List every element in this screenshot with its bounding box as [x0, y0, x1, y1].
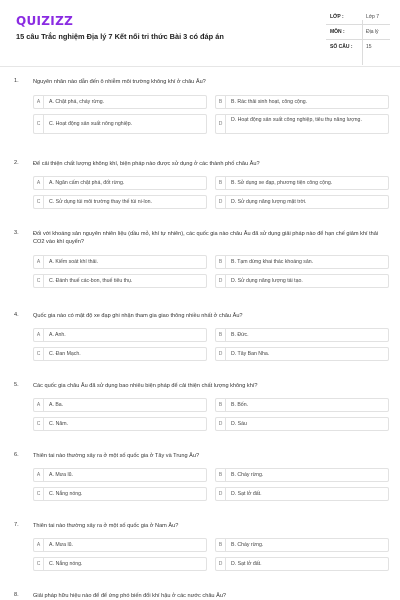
question-1: [0, 78, 400, 160]
option-key: D: [216, 348, 226, 360]
option-b[interactable]: [215, 176, 389, 190]
option-key: D: [216, 115, 226, 133]
header-divider: [0, 66, 400, 67]
option-c[interactable]: [33, 487, 207, 501]
option-key: B: [216, 329, 226, 341]
question-number: 3.: [14, 230, 19, 236]
question-text: Thiên tai nào thường xảy ra ở một số quốc gia ở Tây và Trung Âu?: [33, 453, 200, 459]
option-key: B: [216, 469, 226, 481]
option-text: B. Sử dụng xe đạp, phương tiện công cộng.: [231, 180, 333, 186]
option-b[interactable]: [215, 398, 389, 412]
question-number: 2.: [14, 160, 19, 166]
option-key: A: [34, 539, 44, 551]
meta-label: LỚP :: [330, 14, 344, 20]
option-key: D: [216, 196, 226, 208]
option-text: A. Anh.: [49, 332, 66, 338]
question-8: [0, 592, 400, 600]
page-title: 15 câu Trắc nghiệm Địa lý 7 Kết nối tri thức Bài 3 có đáp án: [16, 32, 224, 41]
option-key: A: [34, 469, 44, 481]
meta-box: [326, 10, 390, 55]
option-a[interactable]: [33, 95, 207, 109]
option-text: D. Sạt lở đất.: [231, 561, 262, 567]
question-2: [0, 160, 400, 230]
question-text: Thiên tai nào thường xảy ra ở một số quốc gia ở Nam Âu?: [33, 523, 179, 529]
option-text: C. Hoạt động sản xuất nông nghiệp.: [49, 121, 133, 127]
option-key: A: [34, 256, 44, 268]
option-key: C: [34, 488, 44, 500]
question-text: Đối với khoáng sản nguyên nhiên liệu (dầu mỏ, khí tự nhiên), các quốc gia nào châu Âu đã sử dụng giải pháp nào để hạn chế giảm khí thải CO2 vào khí quyển?: [33, 231, 379, 245]
question-list: [0, 78, 400, 600]
option-c[interactable]: [33, 114, 207, 134]
meta-value: Địa lý: [366, 29, 379, 35]
question-number: 7.: [14, 522, 19, 528]
option-key: C: [34, 418, 44, 430]
meta-value: 15: [366, 44, 372, 50]
option-text: D. Sử dụng năng lượng tái tạo.: [231, 278, 303, 284]
question-number: 8.: [14, 592, 19, 598]
option-b[interactable]: [215, 95, 389, 109]
option-text: D. Tây Ban Nha.: [231, 351, 270, 357]
option-d[interactable]: [215, 274, 389, 288]
option-a[interactable]: [33, 176, 207, 190]
option-key: D: [216, 488, 226, 500]
option-text: B. Tạm dừng khai thác khoáng sản.: [231, 259, 314, 265]
meta-row-subject: [326, 25, 390, 40]
option-text: A. Ngăn cấm chặt phá, đốt rừng.: [49, 180, 125, 186]
option-key: C: [34, 115, 44, 133]
option-key: B: [216, 96, 226, 108]
option-text: B. Cháy rừng.: [231, 472, 264, 478]
option-c[interactable]: [33, 274, 207, 288]
quizizz-logo: QUIZIZZ: [16, 14, 74, 28]
option-text: D. Sạt lở đất.: [231, 491, 262, 497]
question-7: [0, 522, 400, 592]
question-number: 5.: [14, 382, 19, 388]
question-3: [0, 230, 400, 312]
option-text: D. Hoạt động sản xuất công nghiệp, tiêu thụ năng lượng.: [231, 117, 362, 123]
option-key: B: [216, 399, 226, 411]
option-text: A. Chặt phá, cháy rừng.: [49, 99, 105, 105]
question-text: Để cải thiện chất lượng không khí, biện pháp nào được sử dụng ở các thành phố châu Âu?: [33, 161, 260, 167]
option-key: A: [34, 177, 44, 189]
meta-value: Lớp 7: [366, 14, 380, 20]
worksheet-header: [0, 0, 400, 66]
option-b[interactable]: [215, 538, 389, 552]
option-key: A: [34, 96, 44, 108]
question-text: Quốc gia nào có mật độ xe đạp ghi nhận tham gia giao thông nhiều nhất ở châu Âu?: [33, 313, 243, 319]
option-d[interactable]: [215, 114, 389, 134]
option-c[interactable]: [33, 347, 207, 361]
option-text: A. Mưa lũ.: [49, 542, 73, 548]
option-text: C. Đan Mạch.: [49, 351, 81, 357]
option-key: B: [216, 256, 226, 268]
option-key: C: [34, 558, 44, 570]
option-d[interactable]: [215, 195, 389, 209]
option-text: C. Nắng nóng.: [49, 561, 83, 567]
option-a[interactable]: [33, 398, 207, 412]
option-d[interactable]: [215, 557, 389, 571]
option-a[interactable]: [33, 255, 207, 269]
option-text: B. Đức.: [231, 332, 249, 338]
option-key: D: [216, 418, 226, 430]
question-5: [0, 382, 400, 452]
option-text: A. Mưa lũ.: [49, 472, 73, 478]
meta-row-grade: [326, 10, 390, 25]
option-key: C: [34, 275, 44, 287]
option-text: A. Ba.: [49, 402, 64, 408]
option-key: C: [34, 196, 44, 208]
option-text: D. Sáu: [231, 421, 247, 427]
option-text: B. Bốn.: [231, 402, 249, 408]
option-text: C. Năm.: [49, 421, 69, 427]
question-text: Nguyên nhân nào dẫn đến ô nhiễm môi trường không khí ở châu Âu?: [33, 79, 206, 85]
question-number: 4.: [14, 312, 19, 318]
option-c[interactable]: [33, 195, 207, 209]
option-b[interactable]: [215, 468, 389, 482]
option-a[interactable]: [33, 468, 207, 482]
option-d[interactable]: [215, 417, 389, 431]
option-key: A: [34, 329, 44, 341]
option-key: C: [34, 348, 44, 360]
option-key: D: [216, 558, 226, 570]
option-key: D: [216, 275, 226, 287]
question-4: [0, 312, 400, 382]
option-text: B. Rác thải sinh hoạt, công cộng.: [231, 99, 308, 105]
option-b[interactable]: [215, 328, 389, 342]
option-text: C. Sử dụng túi môi trường thay thế túi ni-lon.: [49, 199, 152, 205]
option-text: D. Sử dụng năng lượng mặt trời.: [231, 199, 307, 205]
question-6: [0, 452, 400, 522]
option-text: B. Cháy rừng.: [231, 542, 264, 548]
option-c[interactable]: [33, 417, 207, 431]
option-key: B: [216, 539, 226, 551]
option-d[interactable]: [215, 347, 389, 361]
question-number: 1.: [14, 78, 19, 84]
meta-label: MÔN :: [330, 29, 345, 35]
option-c[interactable]: [33, 557, 207, 571]
meta-row-count: [326, 40, 390, 55]
option-key: A: [34, 399, 44, 411]
question-text: Các quốc gia châu Âu đã sử dụng bao nhiêu biện pháp để cải thiện chất lượng không khí?: [33, 383, 258, 389]
meta-label: SỐ CÂU :: [330, 44, 353, 50]
option-key: B: [216, 177, 226, 189]
option-text: C. Nắng nóng.: [49, 491, 83, 497]
option-text: C. Đánh thuế các-bon, thuế tiêu thụ.: [49, 278, 133, 284]
option-text: A. Kiểm soát khí thải.: [49, 259, 99, 265]
question-number: 6.: [14, 452, 19, 458]
question-text: Giải pháp hữu hiệu nào để để ứng phó biến đổi khí hậu ở các nước châu Âu?: [33, 593, 227, 599]
option-d[interactable]: [215, 487, 389, 501]
option-a[interactable]: [33, 538, 207, 552]
option-a[interactable]: [33, 328, 207, 342]
option-b[interactable]: [215, 255, 389, 269]
